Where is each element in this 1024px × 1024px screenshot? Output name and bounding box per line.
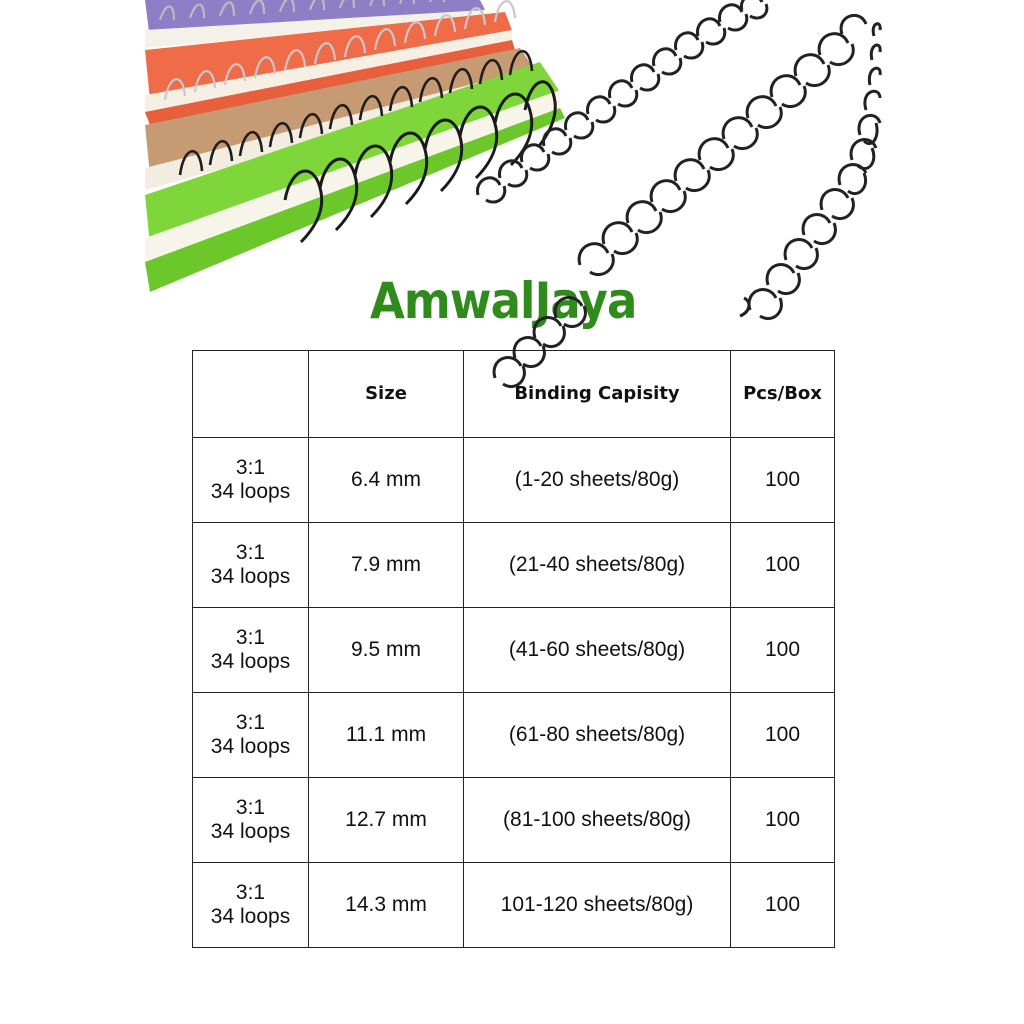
pcs-cell: 100 — [731, 693, 835, 778]
header-pcs-box: Pcs/Box — [731, 351, 835, 438]
table-row — [193, 863, 835, 948]
loops-text: 34 loops — [210, 650, 291, 673]
table-row — [193, 778, 835, 863]
header-size: Size — [309, 351, 464, 438]
pcs-cell: 100 — [731, 608, 835, 693]
size-cell: 12.7 mm — [309, 778, 464, 863]
capacity-cell: (41-60 sheets/80g) — [464, 608, 731, 693]
notebook-stack — [145, 0, 565, 292]
loop-spec-cell — [193, 778, 309, 863]
brand-logo: AmwalJaya — [370, 272, 637, 330]
capacity-cell: (1-20 sheets/80g) — [464, 438, 731, 523]
size-cell: 6.4 mm — [309, 438, 464, 523]
pitch-text: 3:1 — [235, 881, 266, 904]
loops-text: 34 loops — [210, 565, 291, 588]
size-cell: 14.3 mm — [309, 863, 464, 948]
loop-spec-cell — [193, 438, 309, 523]
loop-spec-cell — [193, 608, 309, 693]
pitch-text: 3:1 — [235, 456, 266, 479]
table-row — [193, 608, 835, 693]
capacity-cell: (21-40 sheets/80g) — [464, 523, 731, 608]
pitch-text: 3:1 — [235, 626, 266, 649]
table-header-row — [193, 351, 835, 438]
loop-spec-cell — [193, 693, 309, 778]
table-row — [193, 523, 835, 608]
wire-coils — [477, 0, 880, 319]
pcs-cell: 100 — [731, 778, 835, 863]
loop-spec-cell — [193, 523, 309, 608]
pcs-cell: 100 — [731, 863, 835, 948]
header-binding-capacity: Binding Capisity — [464, 351, 731, 438]
table-row — [193, 693, 835, 778]
pcs-cell: 100 — [731, 438, 835, 523]
size-cell: 9.5 mm — [309, 608, 464, 693]
capacity-cell: 101-120 sheets/80g) — [464, 863, 731, 948]
pitch-text: 3:1 — [235, 796, 266, 819]
size-cell: 11.1 mm — [309, 693, 464, 778]
specification-table — [192, 350, 835, 948]
pitch-text: 3:1 — [235, 711, 266, 734]
loops-text: 34 loops — [210, 905, 291, 928]
loops-text: 34 loops — [210, 480, 291, 503]
capacity-cell: (61-80 sheets/80g) — [464, 693, 731, 778]
loops-text: 34 loops — [210, 735, 291, 758]
header-blank — [193, 351, 309, 438]
loops-text: 34 loops — [210, 820, 291, 843]
size-cell: 7.9 mm — [309, 523, 464, 608]
table-row — [193, 438, 835, 523]
loop-spec-cell — [193, 863, 309, 948]
pcs-cell: 100 — [731, 523, 835, 608]
pitch-text: 3:1 — [235, 541, 266, 564]
capacity-cell: (81-100 sheets/80g) — [464, 778, 731, 863]
